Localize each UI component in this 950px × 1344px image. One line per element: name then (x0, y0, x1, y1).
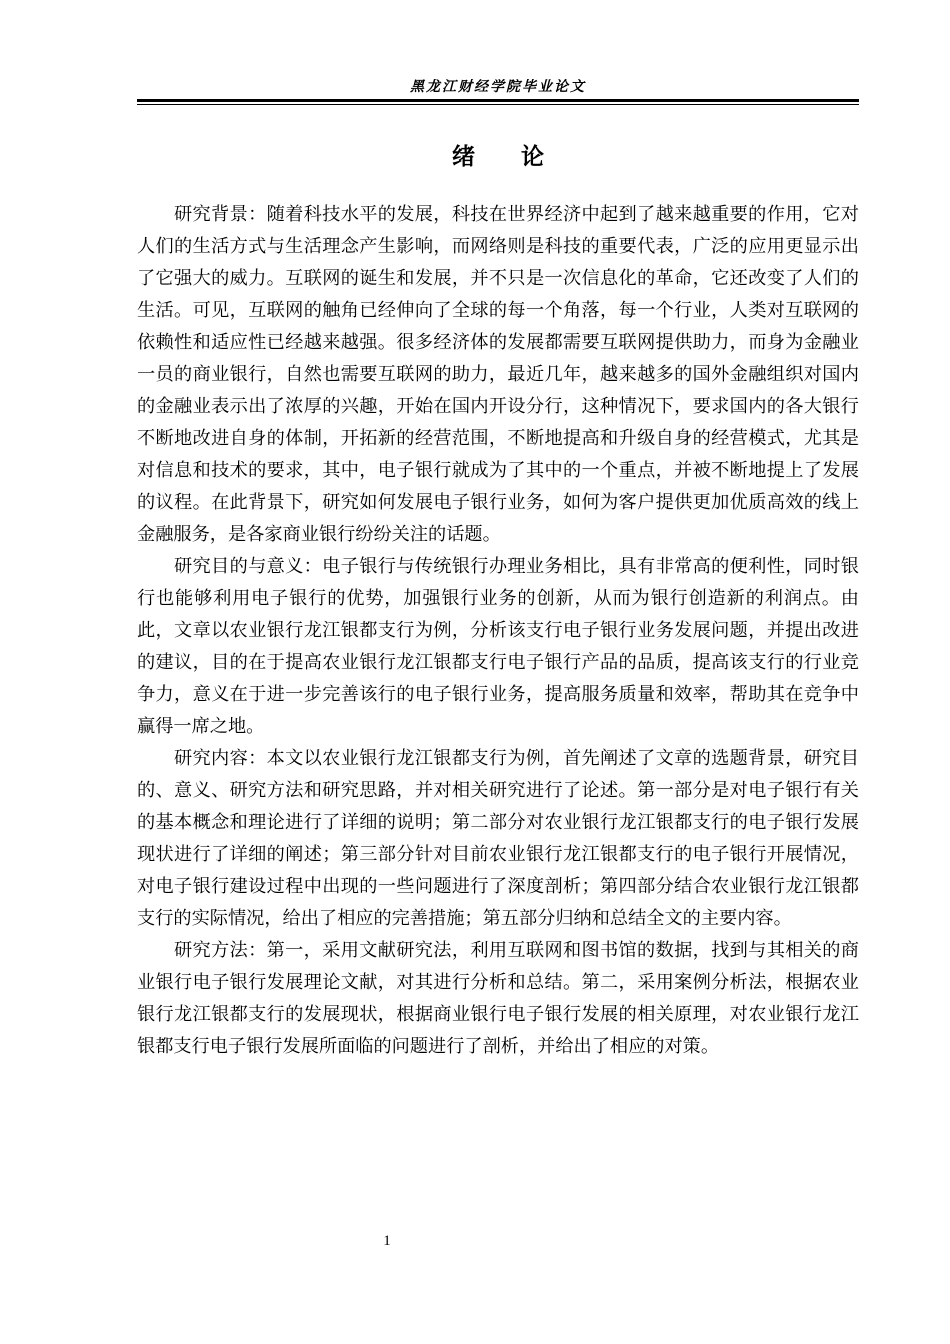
title-char-1: 绪 (452, 144, 475, 170)
body-text (137, 199, 859, 1063)
header-rule-thick (137, 99, 859, 102)
paragraph-purpose: 研究目的与意义：电子银行与传统银行办理业务相比，具有非常高的便利性，同时银行也能够利用电子银行的优势，加强银行业务的创新，从而为银行创造新的利润点。由此，文章以农业银行龙江银都支行为例，分析该支行电子银行业务发展问题，并提出改进的建议，目的在于提高农业银行龙江银都支行电子银行产品的品质，提高该支行的行业竞争力，意义在于进一步完善该行的电子银行业务，提高服务质量和效率，帮助其在竞争中赢得一席之地。 (137, 556, 859, 737)
paragraph-background: 研究背景：随着科技水平的发展，科技在世界经济中起到了越来越重要的作用，它对人们的生活方式与生活理念产生影响，而网络则是科技的重要代表，广泛的应用更显示出了它强大的威力。互联网的诞生和发展，并不只是一次信息化的革命，它还改变了人们的生活。可见，互联网的触角已经伸向了全球的每一个角落，每一个行业，人类对互联网的依赖性和适应性已经越来越强。很多经济体的发展都需要互联网提供助力，而身为金融业一员的商业银行，自然也需要互联网的助力，最近几年，越来越多的国外金融组织对国内的金融业表示出了浓厚的兴趣，开始在国内开设分行，这种情况下，要求国内的各大银行不断地改进自身的体制，开拓新的经营范围，不断地提高和升级自身的经营模式，尤其是对信息和技术的要求，其中，电子银行就成为了其中的一个重点，并被不断地提上了发展的议程。在此背景下，研究如何发展电子银行业务，如何为客户提供更加优质高效的线上金融服务，是各家商业银行纷纷关注的话题。 (137, 204, 859, 545)
paragraph-content: 研究内容：本文以农业银行龙江银都支行为例，首先阐述了文章的选题背景，研究目的、意义、研究方法和研究思路，并对相关研究进行了论述。第一部分是对电子银行有关的基本概念和理论进行了详细的说明；第二部分对农业银行龙江银都支行的电子银行发展现状进行了详细的阐述；第三部分针对目前农业银行龙江银都支行的电子银行开展情况，对电子银行建设过程中出现的一些问题进行了深度剖析；第四部分结合农业银行龙江银都支行的实际情况，给出了相应的完善措施；第五部分归纳和总结全文的主要内容。 (137, 748, 859, 929)
page-number: 1 (383, 1233, 391, 1249)
header-rule-thin (137, 104, 859, 105)
running-header: 黑龙江财经学院毕业论文 (410, 79, 586, 95)
title-char-2: 论 (521, 144, 544, 170)
section-title (137, 142, 859, 172)
paragraph-method: 研究方法：第一，采用文献研究法，利用互联网和图书馆的数据，找到与其相关的商业银行电子银行发展理论文献，对其进行分析和总结。第二，采用案例分析法，根据农业银行龙江银都支行的发展现状，根据商业银行电子银行发展的相关原理，对农业银行龙江银都支行电子银行发展所面临的问题进行了剖析，并给出了相应的对策。 (137, 940, 859, 1057)
